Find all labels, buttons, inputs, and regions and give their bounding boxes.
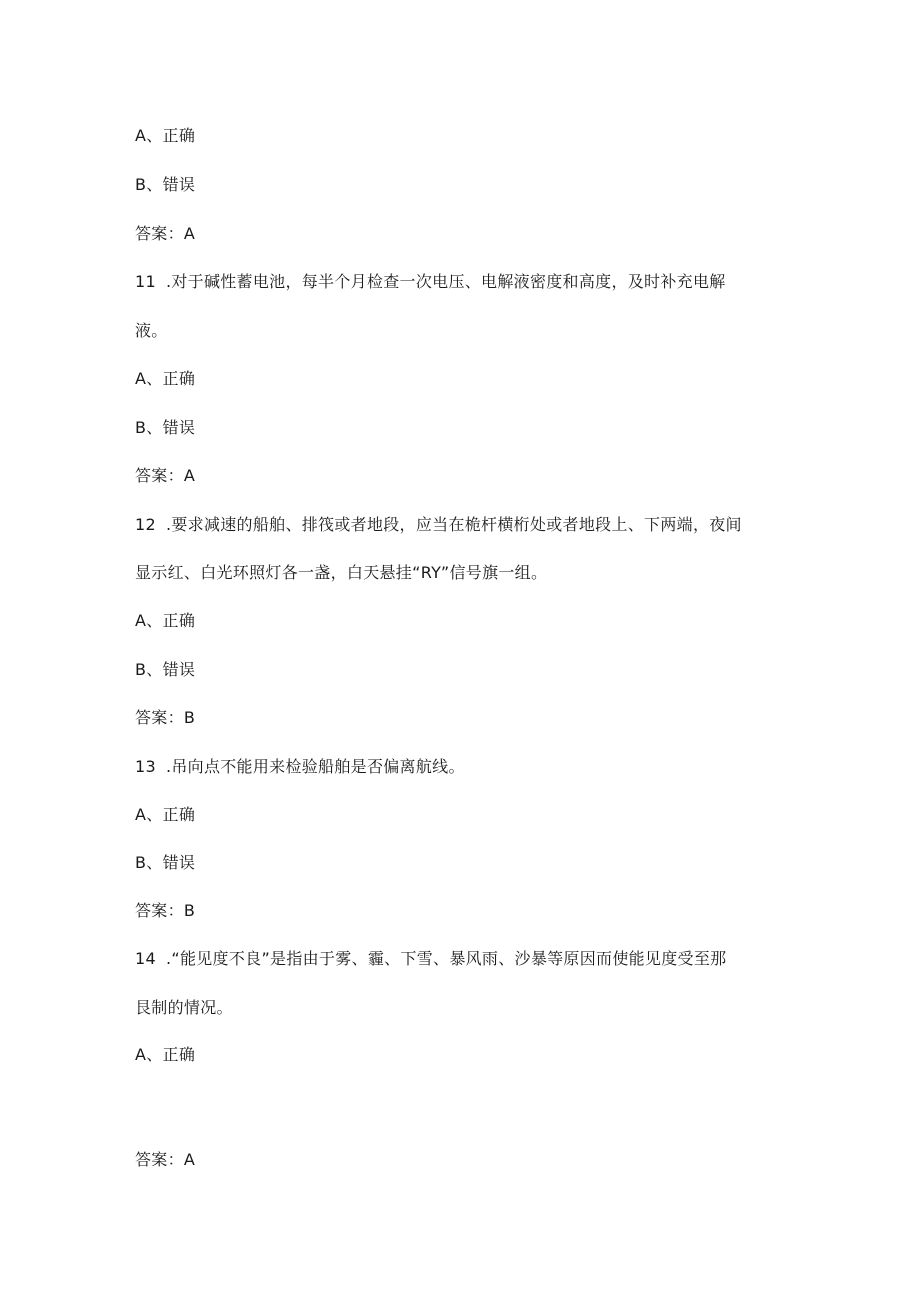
question-13-option-a: A、正确 <box>135 805 196 824</box>
question-13-text <box>135 756 465 778</box>
question-13-answer: 答案：B <box>135 901 196 920</box>
question-12-number: 12 <box>135 515 156 534</box>
question-12-option-b: B、错误 <box>135 660 196 679</box>
question-11-line2: 液。 <box>135 321 168 340</box>
question-12-line1: .要求减速的船舶、排筏或者地段，应当在桅杆横桁处或者地段上、下两端，夜间 <box>165 515 742 534</box>
question-12-line2: 显示红、白光环照灯各一盏，白天悬挂“RY”信号旗一组。 <box>135 563 548 582</box>
question-11-option-b: B、错误 <box>135 418 196 437</box>
question-14-line1: .“能见度不良”是指由于雾、霾、下雪、暴风雨、沙暴等原因而使能见度受至那 <box>165 949 727 968</box>
question-14-line2: 艮制的情况。 <box>135 998 233 1017</box>
question-12-option-a: A、正确 <box>135 611 196 630</box>
question-14-option-a: A、正确 <box>135 1045 196 1064</box>
prev-answer: 答案：A <box>135 224 196 243</box>
question-14-answer: 答案：A <box>135 1150 196 1169</box>
prev-option-a: A、正确 <box>135 126 196 145</box>
question-11-text <box>135 271 726 293</box>
question-12-text <box>135 514 742 536</box>
prev-option-b: B、错误 <box>135 175 196 194</box>
question-12-answer: 答案：B <box>135 708 196 727</box>
question-14-number: 14 <box>135 949 156 968</box>
question-13-option-b: B、错误 <box>135 853 196 872</box>
question-11-answer: 答案：A <box>135 466 196 485</box>
question-14-text <box>135 948 726 970</box>
question-11-line1: .对于碱性蓄电池，每半个月检查一次电压、电解液密度和高度，及时补充电解 <box>165 272 726 291</box>
question-13-number: 13 <box>135 757 156 776</box>
question-11-option-a: A、正确 <box>135 369 196 388</box>
question-13-line1: .吊向点不能用来检验船舶是否偏离航线。 <box>165 757 465 776</box>
question-11-number: 11 <box>135 272 156 291</box>
